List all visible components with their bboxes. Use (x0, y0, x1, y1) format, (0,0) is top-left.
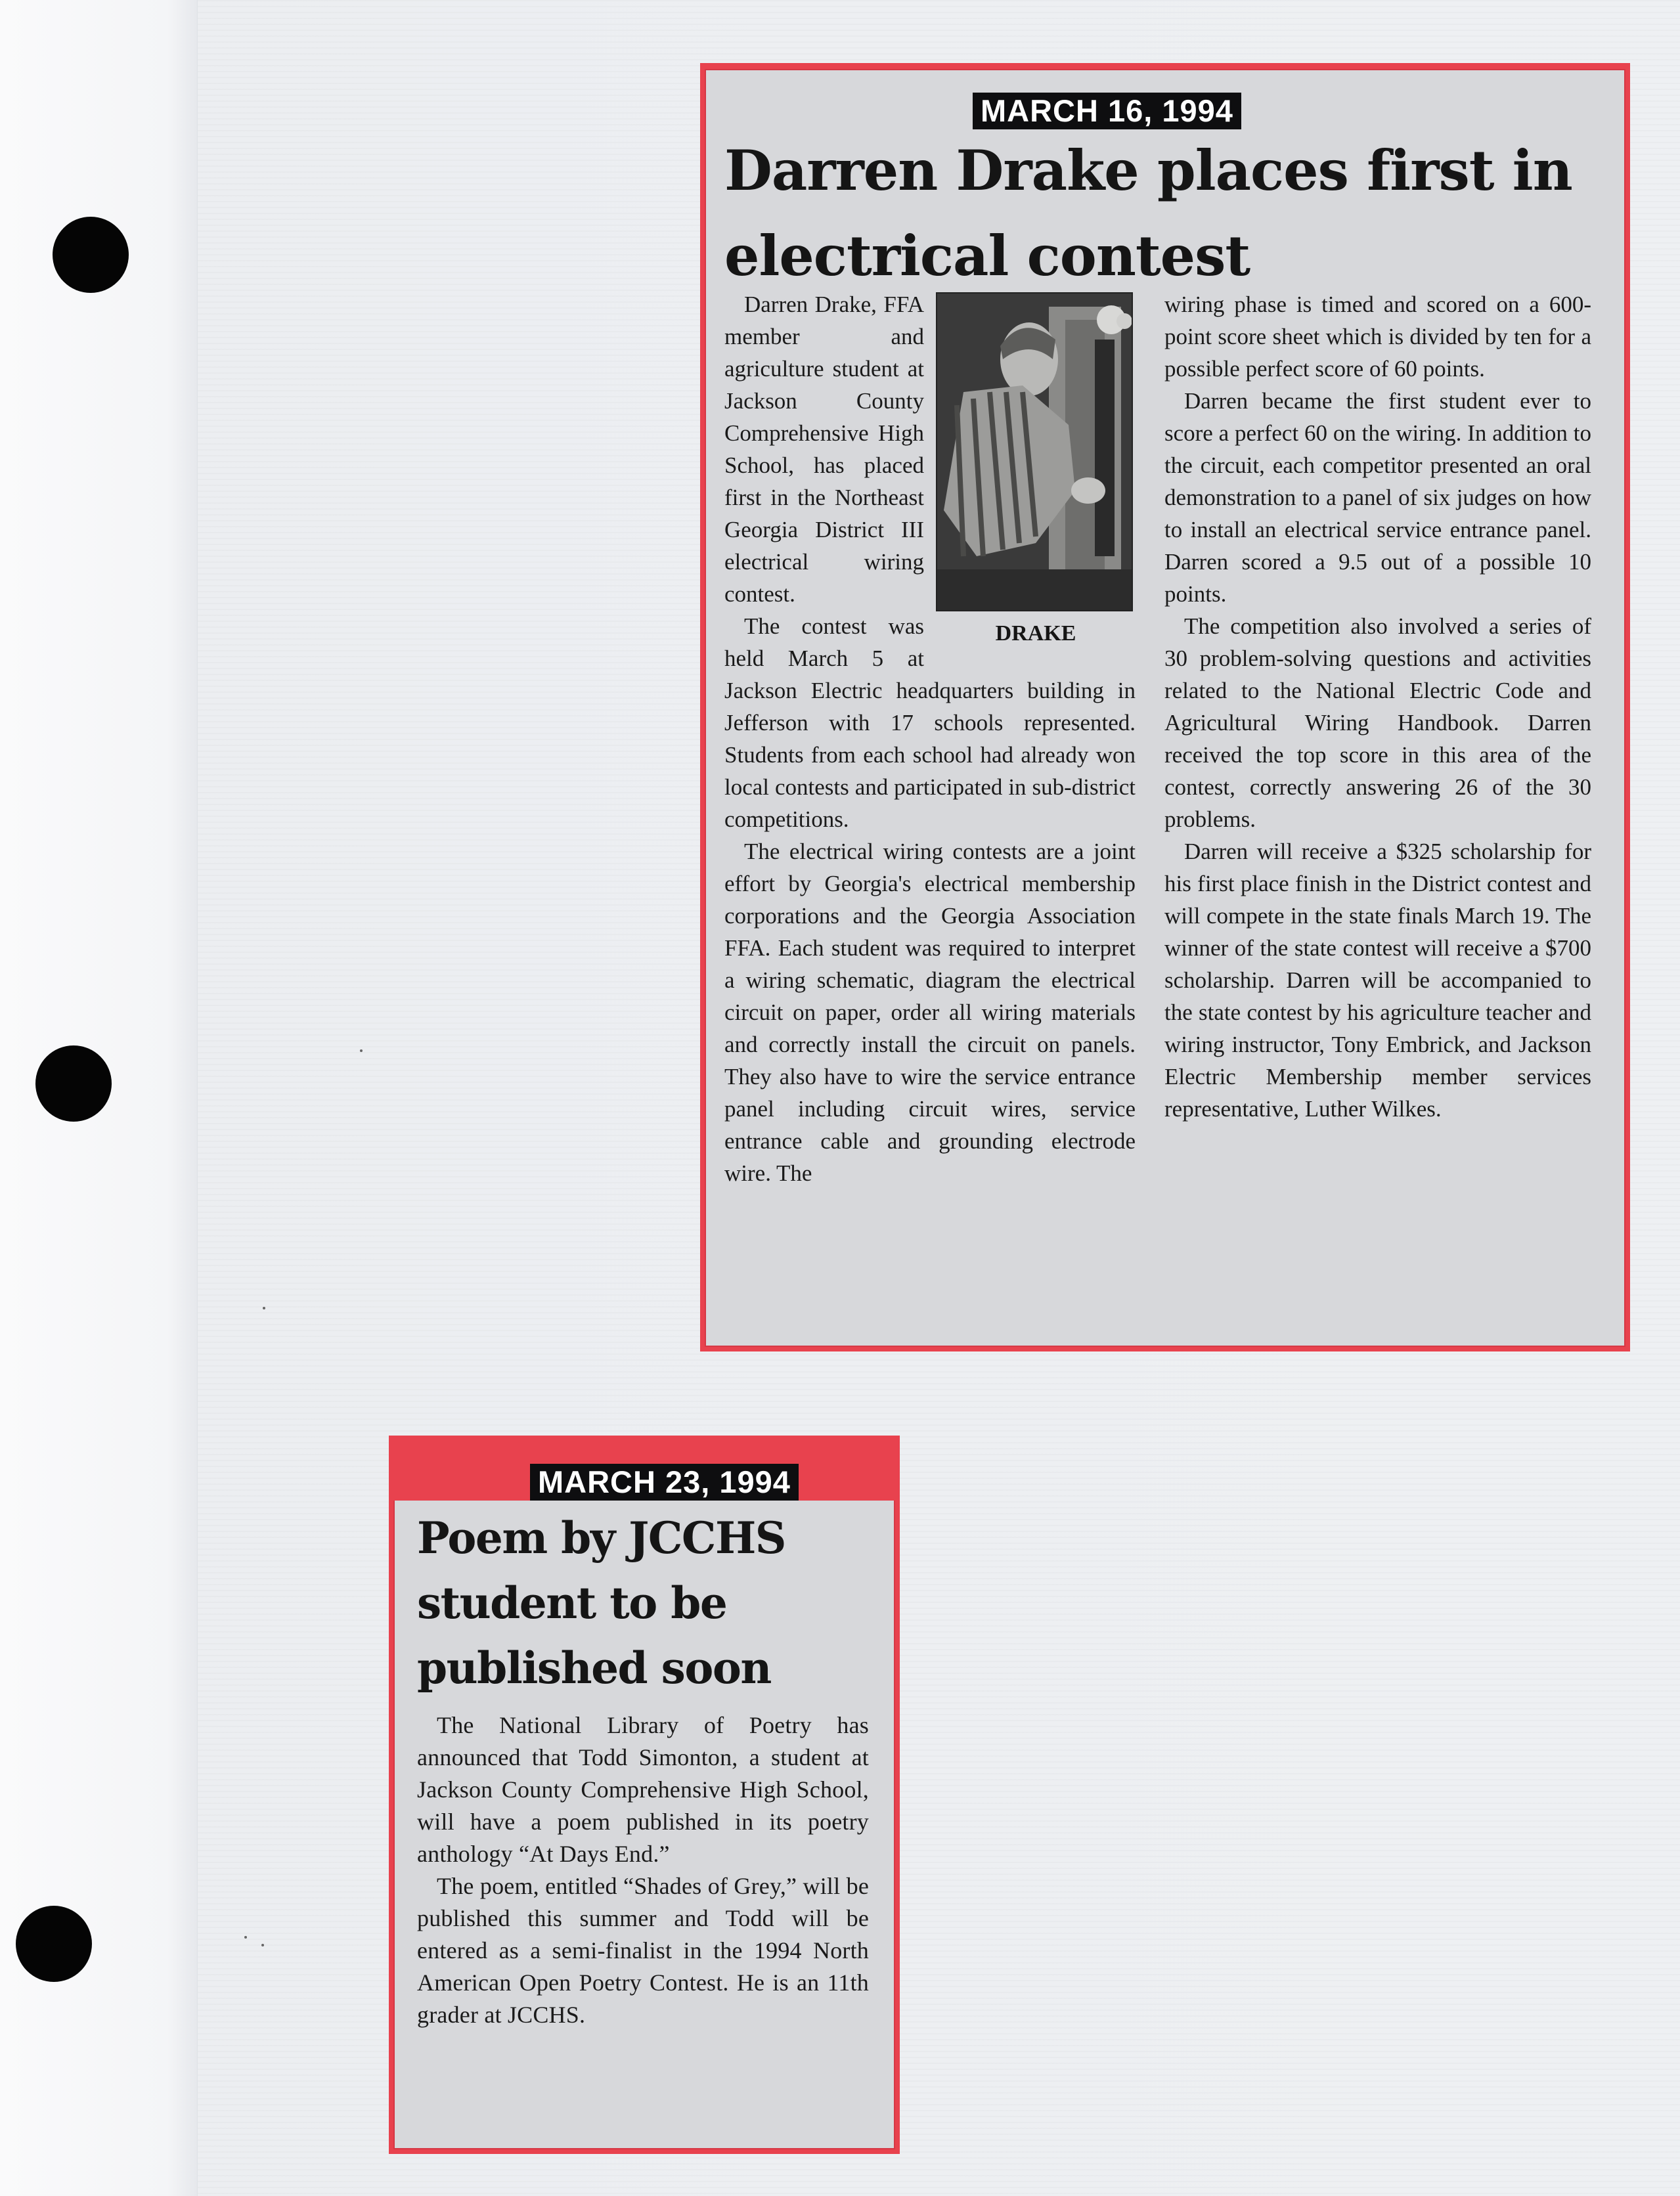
article-body (417, 1709, 869, 2031)
clipping-drake-article (700, 63, 1630, 1351)
punch-hole-middle (35, 1045, 112, 1122)
article-date-tag: MARCH 16, 1994 (973, 93, 1241, 129)
article-paragraph: The poem, entitled “Shades of Grey,” will be published this summer and Todd will be entered as a semi-finalist in the 1994 North American Open Poetry Contest. He is an 11th grader at JCCHS. (417, 1873, 869, 2028)
punch-hole-top (53, 217, 129, 293)
paper-speck (244, 1936, 247, 1939)
article-paragraph: The electrical wiring contests are a joint effort by Georgia's electrical membership corporations and the Georgia Association FFA. Each student was required to interpret a wiring schematic, diagram the electrical circuit on paper, order all wiring materials and correctly install the circuit on panels. They also have to wire the service entrance panel including circuit wires, service entrance cable and grounding electrode wire. The (724, 839, 1136, 1186)
clipping-poem-article (389, 1436, 900, 2154)
student-photo (936, 292, 1133, 611)
article-left-column (724, 288, 1136, 1189)
article-paragraph: The competition also involved a series of 30 problem-solving questions and activities related to the National Electric Code and Agricultural Wiring Handbook. Darren received the top score in this area of the contest, correctly answering 26 of the 30 problems. (1164, 613, 1591, 832)
article-paragraph: Darren will receive a $325 scholarship for his first place finish in the District contest and will compete in the state finals March 19. The winner of the state contest will receive a $700 scholarship. Darren will be accompanied to the state contest by his agriculture teacher and wiring instructor, Tony Embrick, and Jackson Electric Membership member services representative, Luther Wilkes. (1164, 839, 1591, 1122)
article-date-tag: MARCH 23, 1994 (530, 1464, 799, 1501)
article-paragraph: The contest was held March 5 at Jackson Electric headquarters building in Jefferson with 17 schools represented. Students from each school had already won local contests and participated in sub-district competitions. (724, 613, 1136, 832)
article-paragraph: The National Library of Poetry has announced that Todd Simonton, a student at Jackson County Comprehensive High School, will have a poem published in its poetry anthology “At Days End.” (417, 1712, 869, 1867)
student-photo-illustration (937, 294, 1132, 610)
photo-figure (936, 292, 1136, 668)
photo-caption: DRAKE (995, 621, 1076, 646)
paper-speck (263, 1307, 265, 1309)
article-headline: Poem by JCCHS student to be published soon (417, 1512, 785, 1694)
article-paragraph: Darren became the first student ever to score a perfect 60 on the wiring. In addition to the circuit, each competitor presented an oral demonstration to a panel of six judges on how to install an electrical service entrance panel. Darren scored a 9.5 out of a possible 10 points. (1164, 388, 1591, 607)
article-paragraph: wiring phase is timed and scored on a 600-point score sheet which is divided by ten for a possible perfect score of 60 points. (1164, 292, 1591, 382)
paper-speck (261, 1944, 264, 1946)
punch-hole-bottom (16, 1906, 92, 1982)
paper-speck (360, 1049, 363, 1052)
article-headline: Darren Drake places first in electrical contest (724, 138, 1572, 288)
article-paragraph: Darren Drake, FFA member and agriculture student at Jackson County Comprehensive High School, has placed first in the Northeast Georgia District III electrical wiring contest. (724, 292, 924, 607)
article-right-column (1164, 288, 1591, 1125)
